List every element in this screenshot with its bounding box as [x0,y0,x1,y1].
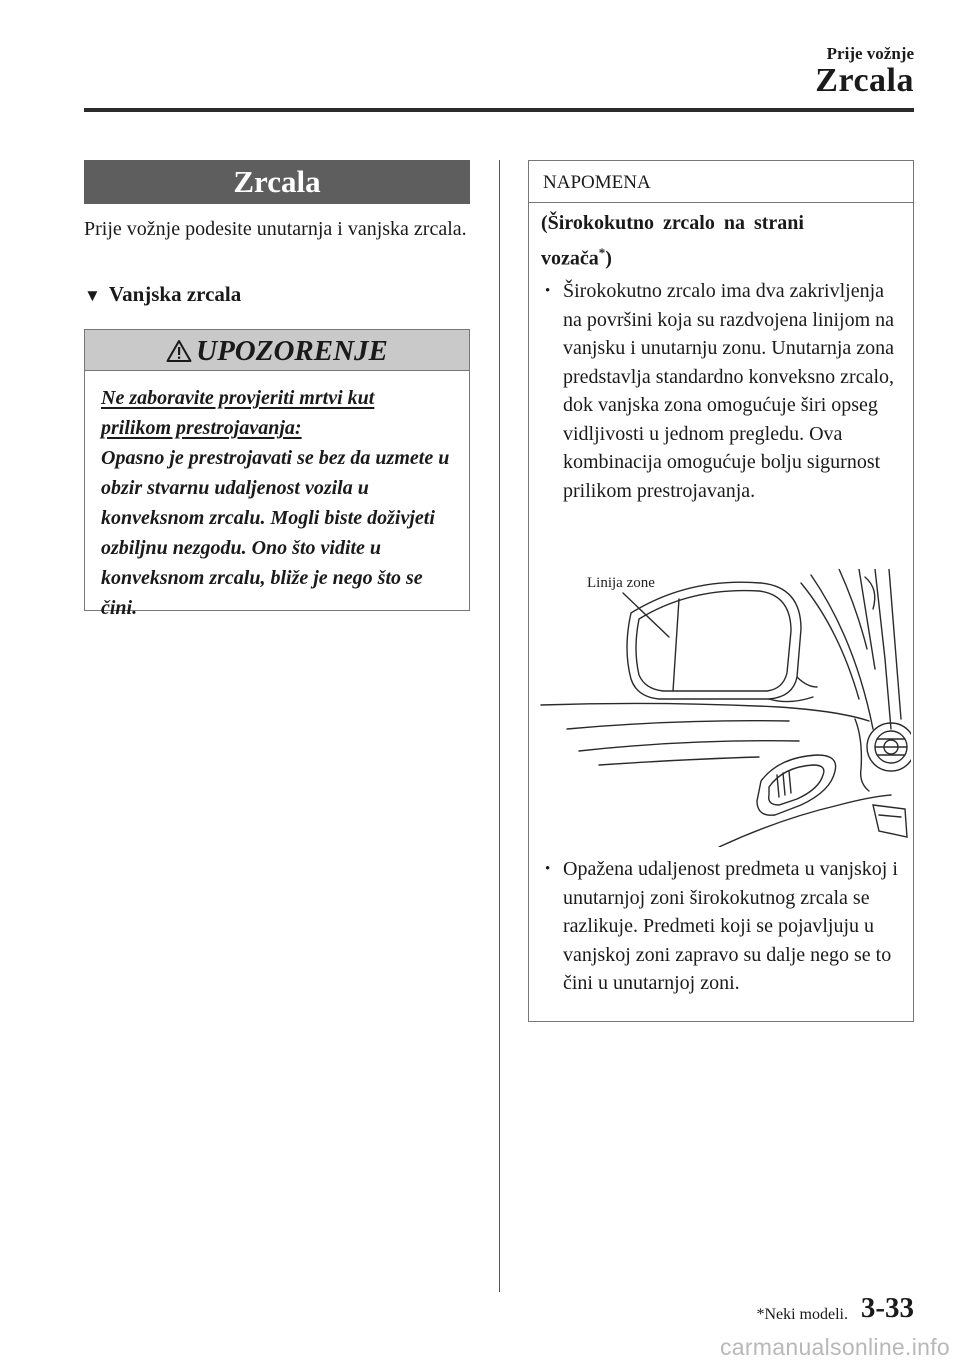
subheading-text: Vanjska zrcala [108,282,242,306]
note-heading: NAPOMENA [529,161,913,203]
header-title: Zrcala [815,62,914,99]
bullet-text: Opažena udaljenost predmeta u vanjskoj i unutarnjoj zoni širokokutnog zrcala se razlikuje. Predmeti koji se pojavljuju u vanjskoj zoni zapravo su dalje nego se to čini u unutarnjoj zoni. [563,858,898,994]
warning-box [84,329,470,619]
bullet-text: Širokokutno zrcalo ima dva zakrivljenja na površini koja su razdvojena linijom na vanjsku i unutarnju zonu. Unutarnja zona predstavlja standardno konveksno zrcalo, dok vanjska zona omogućuje širi opseg vidljivosti u jednom pregledu. Ova kombinacija omogućuje bolju sigurnost prilikom prestrojavanja. [563,280,895,502]
mirror-illustration [539,569,911,847]
warning-header [85,330,469,371]
warning-text: Opasno je prestrojavati se bez da uzmete u obzir stvarnu udaljenost vozila u konveksnom zrcalu. Mogli biste doživjeti ozbiljnu nezgodu. Ono što vidite u konveksnom zrcalu, bliže je nego što se čini. [101,447,450,619]
subheading [84,282,241,307]
header-rule [84,108,914,112]
bullet-dot: • [545,283,551,299]
intro-text: Prije vožnje podesite unutarnja i vanjska zrcala. [84,218,467,240]
note-subheading: (Širokokutno zrcalo na strani vozača*) [541,212,804,270]
footnote: *Neki modeli. [756,1306,848,1323]
warning-body [85,371,469,623]
warning-heading: UPOZORENJE [196,335,388,367]
warning-lead-line2: prilikom prestrojavanja: [101,417,302,439]
mirror-drawing [539,569,911,847]
header-section-label: Prije vožnje [826,44,914,63]
section-title-bar: Zrcala [84,160,470,204]
note-box [528,160,914,1022]
bullet-dot: • [545,861,551,877]
page-number: 3-33 [860,1292,914,1324]
note-bullet-1 [545,277,907,505]
asterisk-mark: * [598,245,606,260]
warning-triangle-icon [166,339,192,363]
note-bullet-2 [545,855,907,998]
watermark: carmanualsonline.info [719,1334,950,1360]
warning-lead-line1: Ne zaboravite provjeriti mrtvi kut [101,387,375,409]
figure-label: Linija zone [587,575,655,591]
triangle-down-icon: ▼ [84,286,101,305]
column-divider [499,160,500,1292]
